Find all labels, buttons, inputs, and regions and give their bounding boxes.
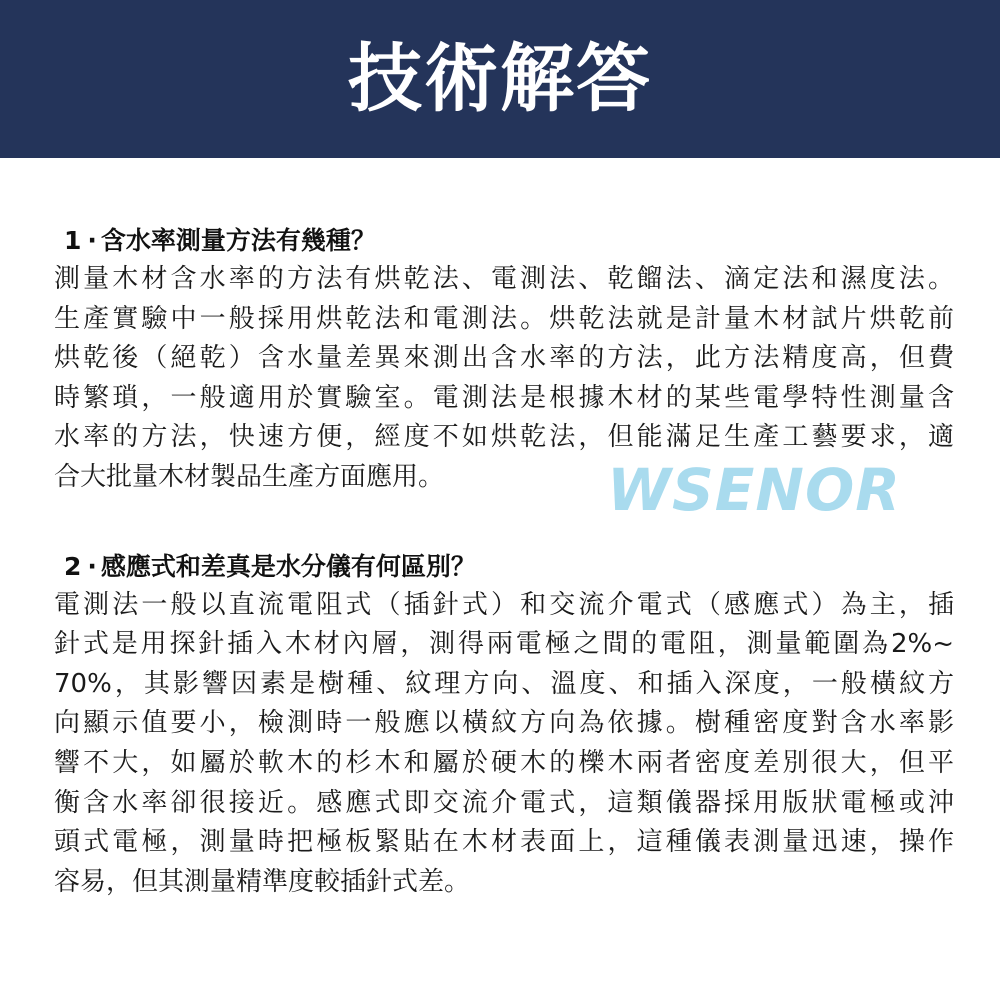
answer-line: 測量木材含水率的方法有烘乾法、電測法、乾餾法、滴定法和濕度法。 bbox=[54, 264, 954, 294]
answer-line: 頭式電極，測量時把極板緊貼在木材表面上，這種儀表測量迅速，操作 bbox=[54, 827, 954, 858]
question-text: 感應式和差真是水分儀有何區別？ bbox=[100, 551, 476, 581]
answer-line: 烘乾後（絕乾）含水量差異來測出含水率的方法，此方法精度高，但費 bbox=[54, 343, 954, 374]
page-header bbox=[0, 0, 1000, 158]
answer-line: 70%，其影響因素是樹種、紋理方向、溫度、和插入深度，一般橫紋方 bbox=[54, 668, 954, 699]
answer-paragraph bbox=[54, 586, 954, 903]
question-bullet: · bbox=[87, 226, 97, 255]
question-number: 1 bbox=[64, 226, 82, 255]
question-title bbox=[54, 222, 954, 260]
answer-line: 響不大，如屬於軟木的杉木和屬於硬木的櫟木兩者密度差別很大，但平 bbox=[54, 747, 954, 778]
answer-line: 向顯示值要小，檢測時一般應以橫紋方向為依據。樹種密度對含水率影 bbox=[54, 708, 954, 739]
question-text: 含水率測量方法有幾種？ bbox=[100, 226, 376, 255]
answer-line: 電測法一般以直流電阻式（插針式）和交流介電式（感應式）為主，插 bbox=[54, 589, 954, 620]
answer-line: 衡含水率卻很接近。感應式即交流介電式，這類儀器採用版狀電極或沖 bbox=[54, 787, 954, 818]
answer-line: 容易，但其測量精準度較插針式差。 bbox=[54, 866, 471, 897]
answer-line: 時繁瑣，一般適用於實驗室。電測法是根據木材的某些電學特性測量含 bbox=[54, 382, 954, 413]
faq-section-2 bbox=[54, 548, 954, 903]
question-number: 2 bbox=[64, 551, 82, 581]
question-bullet: · bbox=[87, 551, 97, 581]
answer-line: 生產實驗中一般採用烘乾法和電測法。烘乾法就是計量木材試片烘乾前 bbox=[54, 303, 954, 334]
faq-content bbox=[54, 222, 954, 902]
question-title bbox=[54, 548, 954, 586]
page-title: 技術解答 bbox=[348, 36, 652, 122]
watermark-logo-text: WSENOR bbox=[607, 456, 901, 524]
answer-line: 合大批量木材製品生產方面應用。 bbox=[54, 461, 445, 492]
answer-line: 針式是用探針插入木材內層，測得兩電極之間的電阻，測量範圍為2%~ bbox=[54, 629, 954, 660]
answer-line: 水率的方法，快速方便，經度不如烘乾法，但能滿足生產工藝要求，適 bbox=[54, 422, 954, 453]
brand-watermark bbox=[607, 456, 901, 524]
